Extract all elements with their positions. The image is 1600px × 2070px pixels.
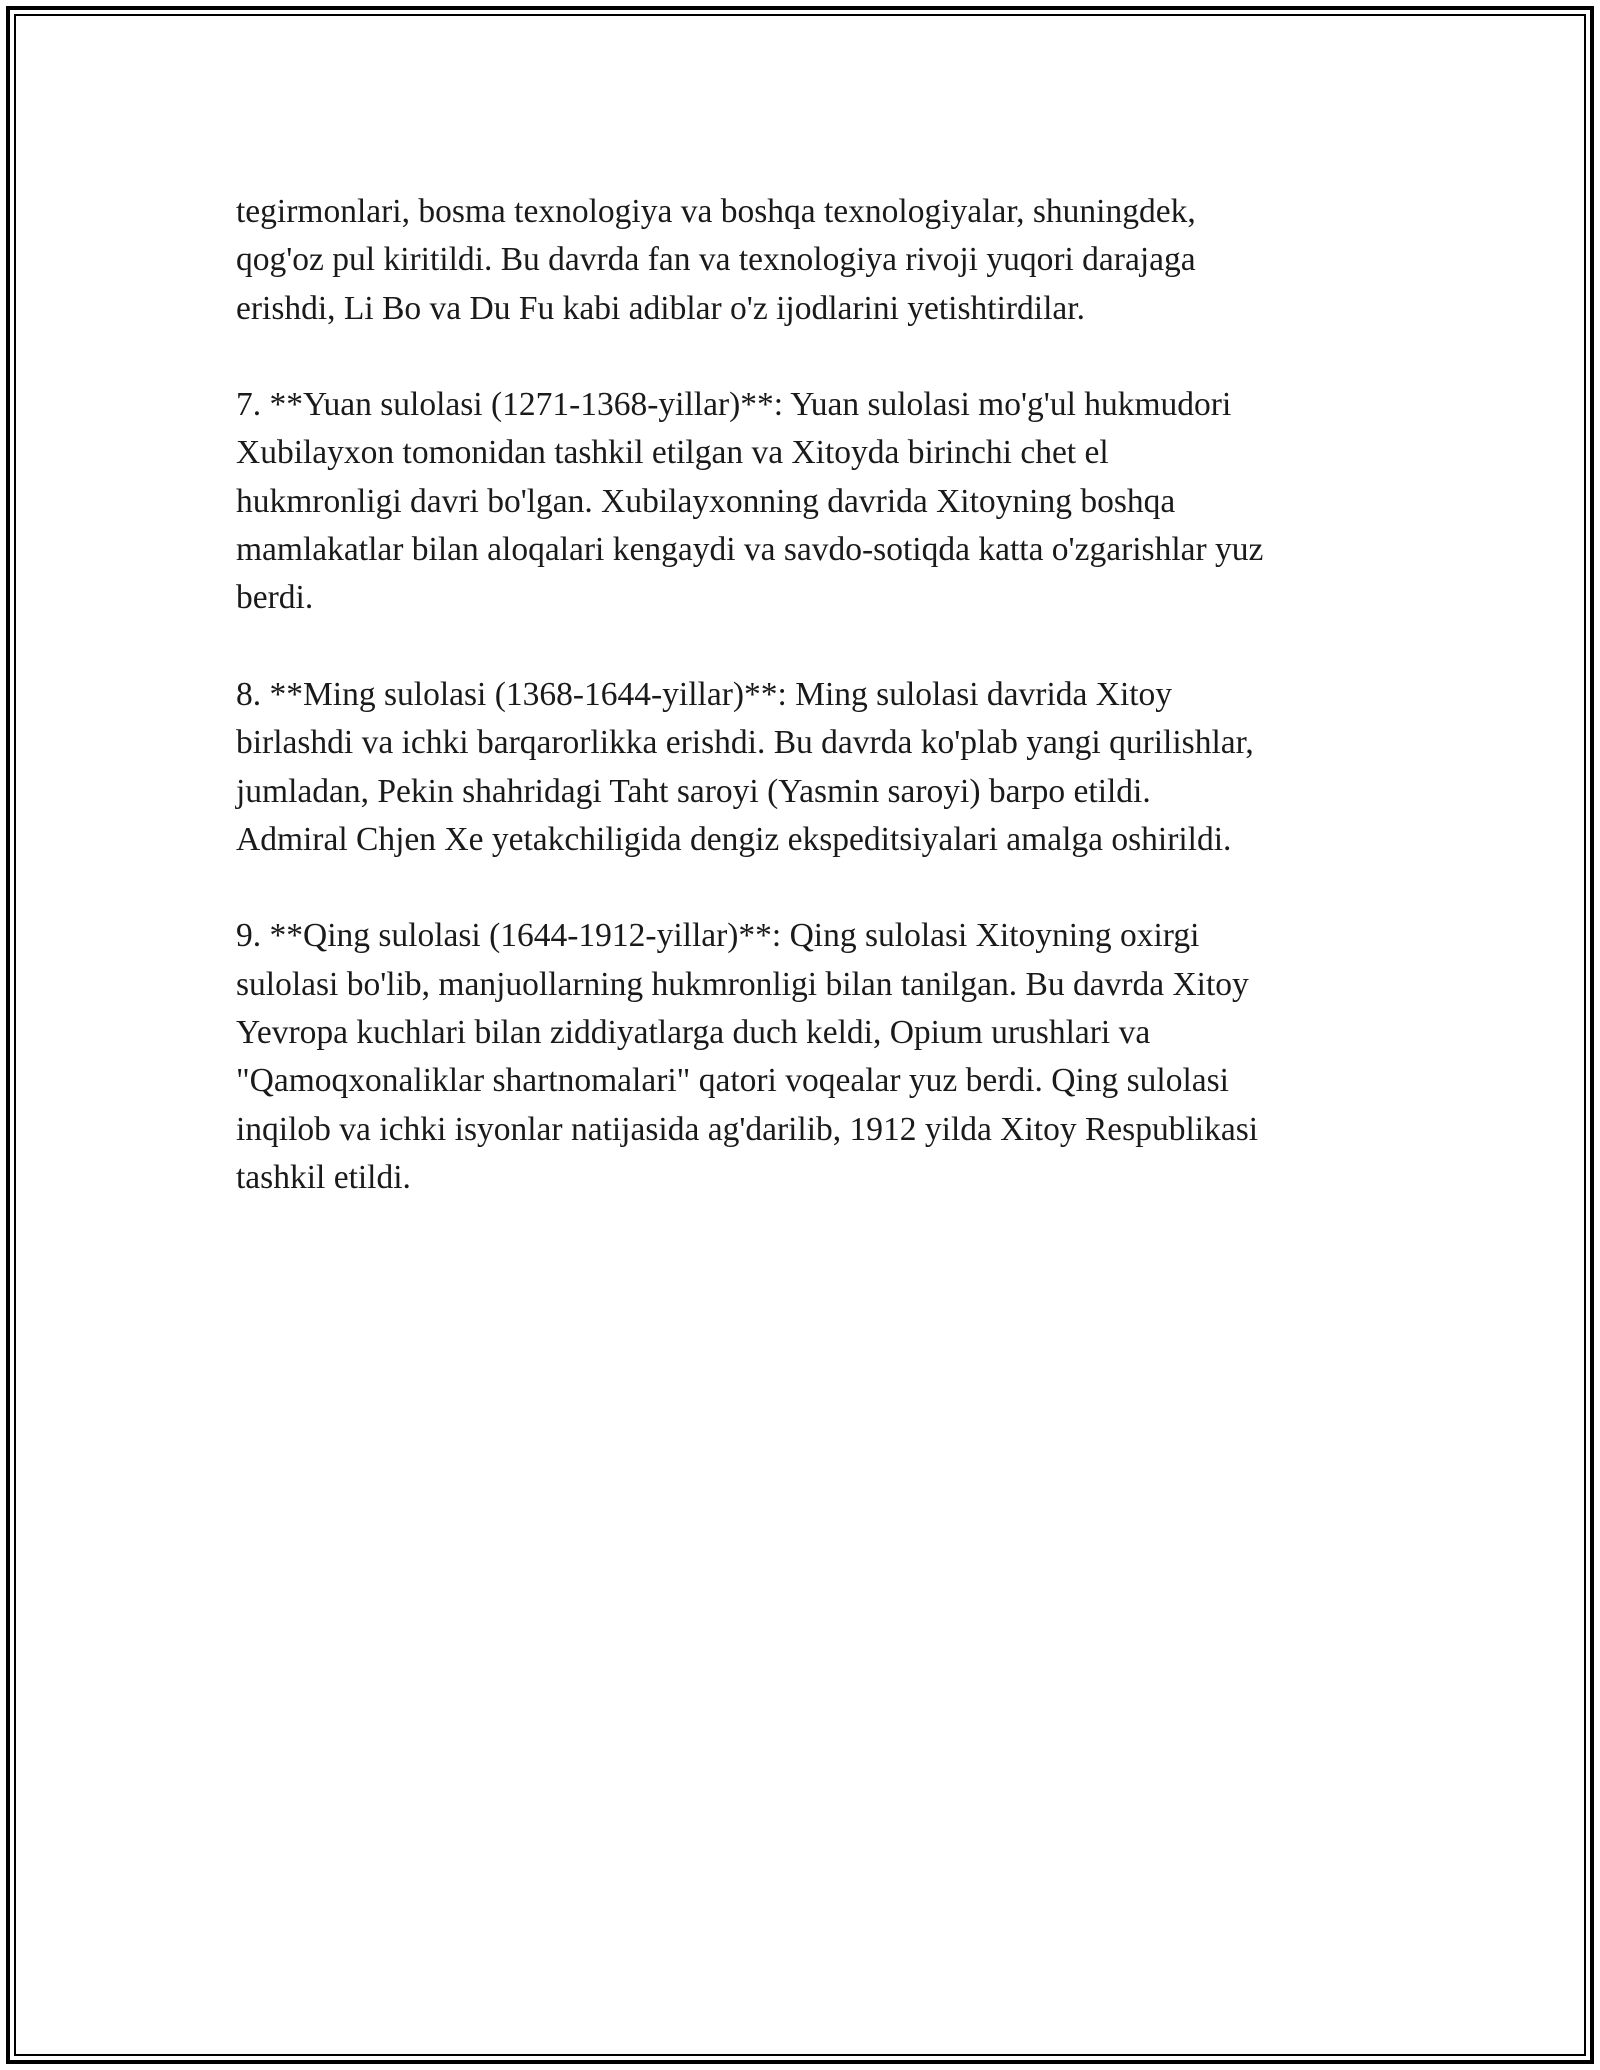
paragraph-line: erishdi, Li Bo va Du Fu kabi adiblar o'z ijodlarini yetishtirdilar.	[236, 289, 1085, 327]
paragraph-line: sulolasi bo'lib, manjuollarning hukmronligi bilan tanilgan. Bu davrda Xitoy	[236, 965, 1249, 1003]
paragraph-line: tashkil etildi.	[236, 1158, 411, 1196]
document-body	[236, 188, 1386, 1251]
paragraph-line: hukmronligi davri bo'lgan. Xubilayxonning davrida Xitoyning boshqa	[236, 482, 1176, 520]
paragraph-line: Xubilayxon tomonidan tashkil etilgan va Xitoyda birinchi chet el	[236, 434, 1109, 472]
paragraph-intro-continuation	[236, 188, 1386, 333]
paragraph-qing-dynasty	[236, 912, 1386, 1202]
paragraph-line: tegirmonlari, bosma texnologiya va boshqa texnologiyalar, shuningdek,	[236, 193, 1196, 230]
paragraph-yuan-dynasty	[236, 381, 1386, 622]
paragraph-line: Yevropa kuchlari bilan ziddiyatlarga duch keldi, Opium urushlari va	[236, 1014, 1151, 1052]
paragraph-line: 8. **Ming sulolasi (1368-1644-yillar)**: Ming sulolasi davrida Xitoy	[236, 675, 1173, 713]
paragraph-line: Admiral Chjen Xe yetakchiligida dengiz ekspeditsiyalari amalga oshirildi.	[236, 820, 1232, 858]
paragraph-line: 9. **Qing sulolasi (1644-1912-yillar)**: Qing sulolasi Xitoyning oxirgi	[236, 917, 1200, 955]
paragraph-line: berdi.	[236, 579, 314, 617]
paragraph-line: qog'oz pul kiritildi. Bu davrda fan va texnologiya rivoji yuqori darajaga	[236, 241, 1196, 279]
paragraph-line: birlashdi va ichki barqarorlikka erishdi. Bu davrda ko'plab yangi qurilishlar,	[236, 724, 1254, 762]
paragraph-line: inqilob va ichki isyonlar natijasida ag'darilib, 1912 yilda Xitoy Respublikasi	[236, 1110, 1259, 1148]
paragraph-ming-dynasty	[236, 671, 1386, 864]
paragraph-line: mamlakatlar bilan aloqalari kengaydi va savdo-sotiqda katta o'zgarishlar yuz	[236, 531, 1264, 569]
paragraph-line: 7. **Yuan sulolasi (1271-1368-yillar)**: Yuan sulolasi mo'g'ul hukmudori	[236, 386, 1232, 424]
paragraph-line: "Qamoqxonaliklar shartnomalari" qatori voqealar yuz berdi. Qing sulolasi	[236, 1062, 1229, 1100]
paragraph-line: jumladan, Pekin shahridagi Taht saroyi (Yasmin saroyi) barpo etildi.	[236, 772, 1151, 810]
